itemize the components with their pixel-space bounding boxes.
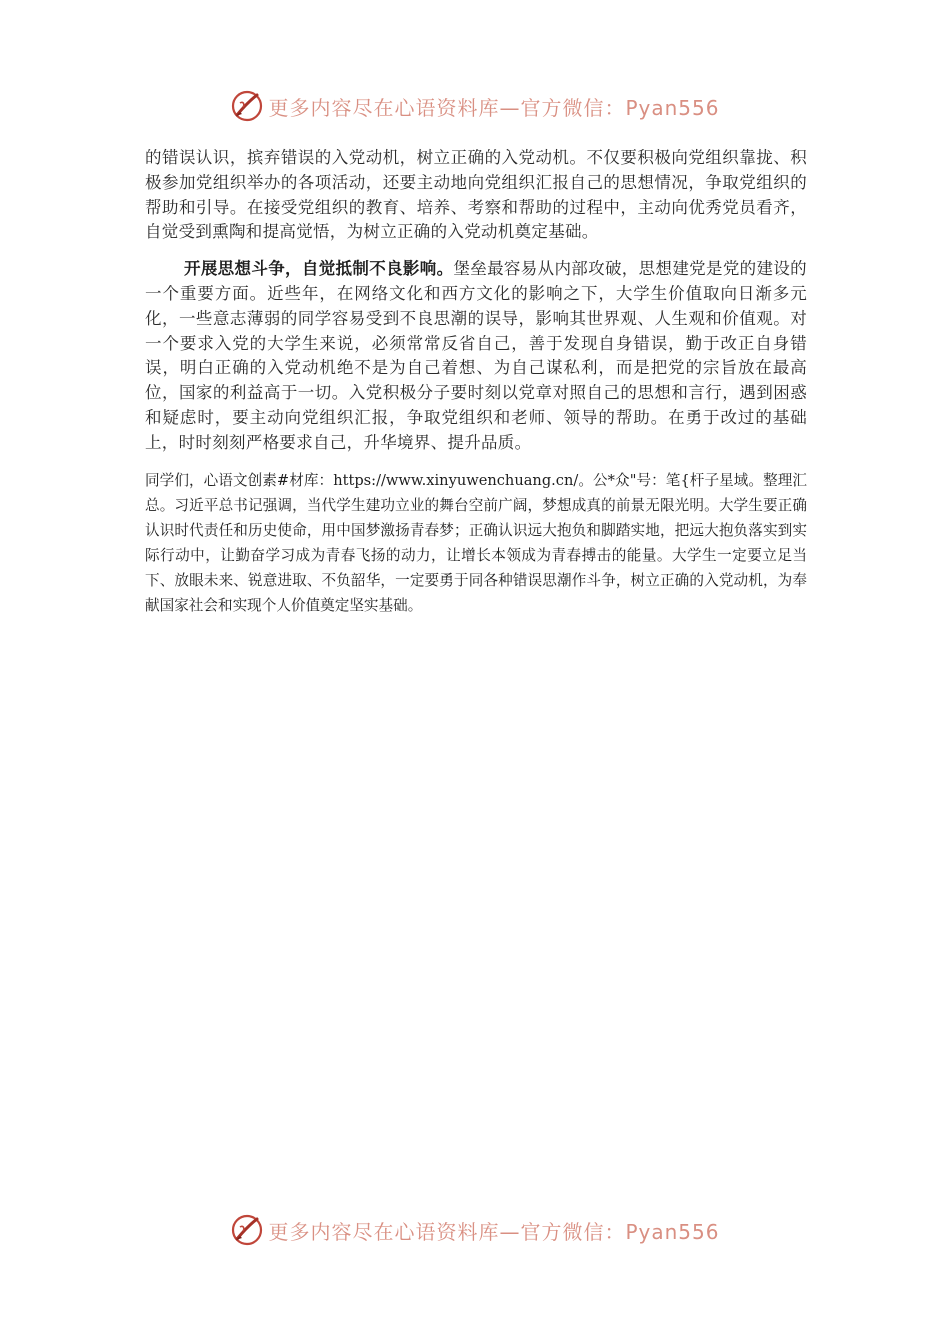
paragraph-2-lead: 开展思想斗争，自觉抵制不良影响。 [184,259,454,279]
banner-text: 更多内容尽在心语资料库—官方微信：Pyan556 [268,1219,720,1244]
document-body [145,146,807,618]
pen-brush-logo-icon [230,1213,264,1247]
header-banner [0,84,950,128]
paragraph-1: 的错误认识，摈弃错误的入党动机，树立正确的入党动机。不仅要积极向党组织靠拢、积极参加党组织举办的各项活动，还要主动地向党组织汇报自己的思想情况，争取党组织的帮助和引导。在接受党组织的教育、培养、考察和帮助的过程中，主动向优秀党员看齐，自觉受到熏陶和提高觉悟，为树立正确的入党动机奠定基础。 [145,148,807,242]
footer-banner [0,1208,950,1252]
pen-brush-logo-icon [230,89,264,123]
banner-text: 更多内容尽在心语资料库—官方微信：Pyan556 [268,95,720,120]
paragraph-2-text: 堡垒最容易从内部攻破，思想建党是党的建设的一个重要方面。近些年，在网络文化和西方文化的影响之下，大学生价值取向日渐多元化，一些意志薄弱的同学容易受到不良思潮的误导，影响其世界观、人生观和价值观。对一个要求入党的大学生来说，必须常常反省自己，善于发现自身错误，勤于改正自身错误，明白正确的入党动机绝不是为自己着想、为自己谋私利，而是把党的宗旨放在最高位，国家的利益高于一切。入党积极分子要时刻以党章对照自己的思想和言行，遇到困惑和疑虑时，要主动向党组织汇报，争取党组织和老师、领导的帮助。在勇于改过的基础上，时时刻刻严格要求自己，升华境界、提升品质。 [145,259,807,452]
paragraph-2 [145,257,807,455]
closing-note: 同学们，心语文创素#材库：https://www.xinyuwenchuang.cn/。公*众"号：笔{杆子星域。整理汇总。习近平总书记强调，当代学生建功立业的舞台空前广阔，梦想成真的前景无限光明。大学生要正确认识时代责任和历史使命，用中国梦激扬青春梦；正确认识远大抱负和脚踏实地，把远大抱负落实到实际行动中，让勤奋学习成为青春飞扬的动力，让增长本领成为青春搏击的能量。大学生一定要立足当下、放眼未来、锐意进取、不负韶华，一定要勇于同各种错误思潮作斗争，树立正确的入党动机，为奉献国家社会和实现个人价值奠定坚实基础。 [145,471,807,614]
